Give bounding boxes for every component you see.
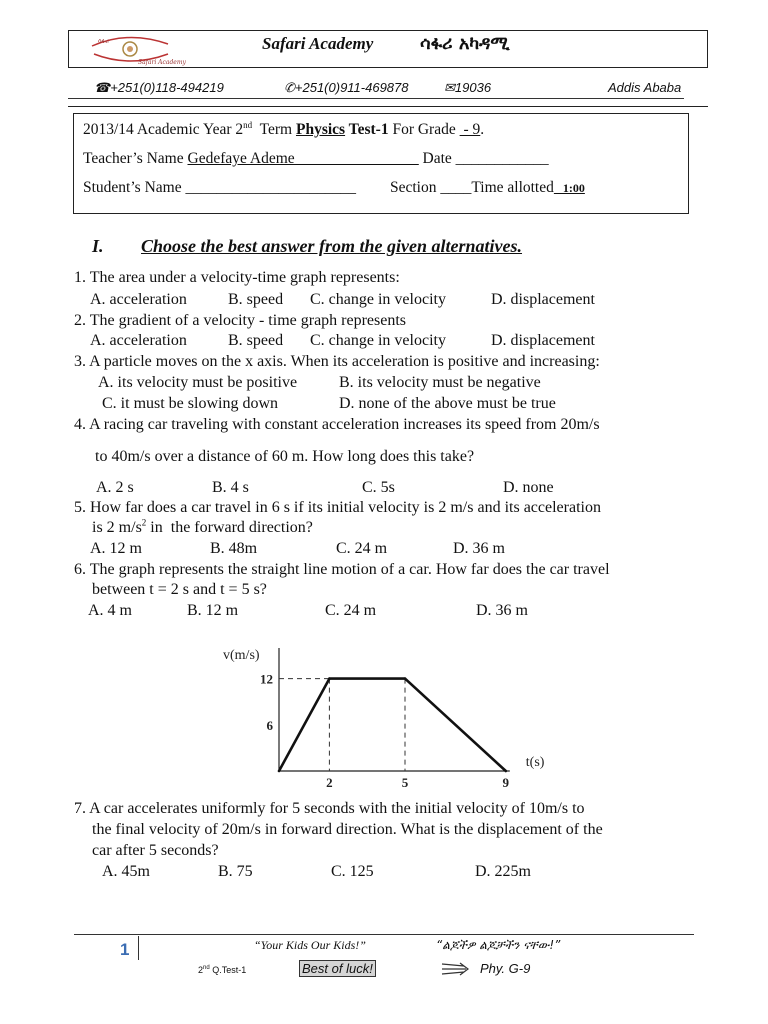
question-7-option-b: B. 75 — [218, 863, 253, 880]
x-tick-label: 5 — [401, 775, 409, 790]
city: Addis Ababa — [608, 80, 682, 95]
question-1-option-a: A. acceleration — [90, 291, 187, 308]
question-1-option-c: C. change in velocity — [310, 291, 446, 308]
question-7-option-d: D. 225m — [475, 863, 531, 880]
question-7-option-c: C. 125 — [331, 863, 374, 880]
question-2-option-a: A. acceleration — [90, 332, 187, 349]
question-4-option-a: A. 2 s — [96, 479, 134, 496]
question-4-option-b: B. 4 s — [212, 479, 249, 496]
school-logo — [88, 32, 186, 66]
question-5-option-b: B. 48m — [210, 540, 258, 557]
question-2-option-d: D. displacement — [491, 332, 595, 349]
question-3: 3. A particle moves on the x axis. When its acceleration is positive and increasing: — [74, 353, 600, 370]
question-5-option-d: D. 36 m — [453, 540, 505, 557]
header-divider — [68, 106, 708, 107]
question-2-option-c: C. change in velocity — [310, 332, 446, 349]
velocity-time-graph — [215, 640, 575, 795]
question-1-option-d: D. displacement — [491, 291, 595, 308]
footer-test-label: 2nd Q.Test-1 — [198, 965, 247, 975]
grade: - 9 — [459, 121, 481, 138]
question-6-line-2: between t = 2 s and t = 5 s? — [92, 581, 267, 598]
x-axis-label: t(s) — [525, 755, 545, 770]
section-title: Choose the best answer from the given alternatives. — [141, 236, 523, 256]
contact-divider — [68, 98, 684, 99]
question-4-option-d: D. none — [503, 479, 554, 496]
school-name-amharic: ሳፋሪ አካዳሚ — [420, 33, 510, 54]
question-6-option-a: A. 4 m — [88, 602, 132, 619]
graph-segment — [405, 679, 506, 771]
time-allotted: 1:00 — [553, 181, 585, 195]
page-number: 1 — [120, 940, 130, 959]
footer-slogan: “Your Kids Our Kids!” — [254, 938, 366, 952]
teacher-name: Gedefaye Ademe________________ — [187, 150, 419, 167]
subject-grade-code: Phy. G-9 — [480, 961, 531, 976]
y-axis-label: v(m/s) — [223, 648, 260, 663]
po-box: ✉19036 — [444, 80, 492, 95]
question-6-option-c: C. 24 m — [325, 602, 377, 619]
graph-segment — [279, 679, 329, 771]
question-6-option-d: D. 36 m — [476, 602, 528, 619]
page-number-bar — [138, 936, 139, 960]
x-tick-label: 2 — [326, 775, 333, 790]
question-4-option-c: C. 5s — [362, 479, 395, 496]
svg-text:ሳፋሪ: ሳፋሪ — [98, 38, 109, 45]
question-2: 2. The gradient of a velocity - time graph represents — [74, 312, 407, 329]
section-number: I. — [92, 236, 104, 256]
question-1: 1. The area under a velocity-time graph represents: — [74, 269, 400, 286]
question-3-option-c: C. it must be slowing down — [102, 395, 279, 412]
question-7-option-a: A. 45m — [102, 863, 150, 880]
teacher-line: Teacher’s Name Gedefaye Ademe________________ Date ____________ — [83, 150, 549, 167]
question-2-option-b: B. speed — [228, 332, 284, 349]
y-tick-label: 12 — [260, 671, 273, 687]
x-tick-label: 9 — [502, 775, 510, 790]
test-info-line: 2013/14 Academic Year 2nd Term Physics Test-1 For Grade - 9. — [83, 119, 485, 138]
question-3-option-b: B. its velocity must be negative — [339, 374, 541, 391]
question-5-option-c: C. 24 m — [336, 540, 388, 557]
question-5-option-a: A. 12 m — [90, 540, 142, 557]
question-7: 7. A car accelerates uniformly for 5 seconds with the initial velocity of 10m/s to — [74, 800, 585, 817]
arrow-icon — [440, 960, 470, 978]
question-4: 4. A racing car traveling with constant acceleration increases its speed from 20m/s — [74, 416, 600, 433]
question-6-option-b: B. 12 m — [187, 602, 239, 619]
subject: Physics — [295, 121, 346, 138]
phone-number-1: ☎+251(0)118-494219 — [94, 80, 224, 95]
svg-text:Safari Academy: Safari Academy — [138, 59, 186, 66]
y-tick-label: 6 — [266, 717, 273, 733]
question-5: 5. How far does a car travel in 6 s if its initial velocity is 2 m/s and its acceleration — [74, 499, 601, 516]
question-5-line-2: is 2 $m/s^2$ in the forward direction? — [92, 517, 313, 536]
phone-number-2: ✆+251(0)911-469878 — [284, 80, 409, 95]
student-line: Student’s Name ______________________ Section ____Time allotted 1:00 — [83, 179, 585, 196]
question-1-option-b: B. speed — [228, 291, 284, 308]
footer-divider — [74, 934, 694, 935]
good-luck-badge: Best of luck! — [299, 960, 376, 977]
question-3-option-d: D. none of the above must be true — [339, 395, 556, 412]
question-7-line-2: the final velocity of 20m/s in forward direction. What is the displacement of the — [92, 821, 603, 838]
footer-slogan-amharic: “ልጆችዎ ልጆቻችን ናቸው!” — [436, 938, 561, 952]
question-3-option-a: A. its velocity must be positive — [98, 374, 298, 391]
question-4-line-2: to 40m/s over a distance of 60 m. How long does this take? — [95, 448, 475, 465]
school-name: Safari Academy — [262, 34, 374, 53]
question-7-line-3: car after 5 seconds? — [92, 842, 219, 859]
question-6: 6. The graph represents the straight line motion of a car. How far does the car travel — [74, 561, 610, 578]
